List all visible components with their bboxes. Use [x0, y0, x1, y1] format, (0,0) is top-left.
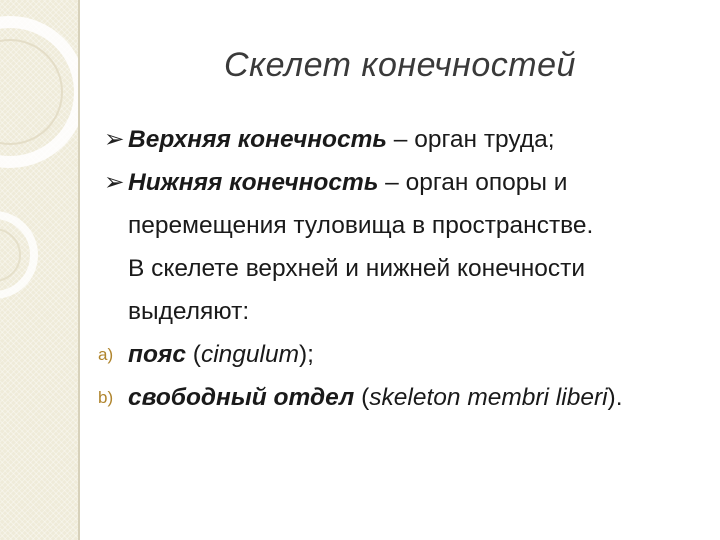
latin-term: cingulum — [200, 341, 300, 368]
decorative-circles-icon — [0, 0, 78, 540]
list-letter: b) — [98, 388, 114, 407]
decorative-side-band — [0, 0, 78, 540]
arrow-bullet-icon: ➢ — [104, 169, 125, 196]
bullet-text: – орган опоры и перемещения туловища в пространстве. — [128, 169, 594, 239]
list-paren-open: ( — [354, 384, 370, 411]
arrow-bullet-icon: ➢ — [104, 126, 125, 153]
list-paren-open: ( — [185, 341, 201, 368]
slide-title: Скелет конечностей — [224, 46, 576, 84]
latin-term: skeleton membri liberi — [369, 384, 608, 411]
bullet-item — [104, 161, 704, 247]
bullet-term: Верхняя конечность — [128, 126, 387, 153]
bullet-text: – орган труда; — [386, 126, 555, 153]
list-term: пояс — [128, 341, 186, 368]
list-letter: a) — [98, 345, 114, 364]
list-item — [98, 333, 704, 376]
list-item — [98, 376, 704, 419]
bullet-term: Нижняя конечность — [128, 169, 379, 196]
bullet-item — [104, 118, 704, 161]
list-term: свободный отдел — [128, 384, 355, 411]
slide-content — [98, 118, 704, 419]
list-paren-close: ). — [607, 384, 623, 411]
list-paren-close: ); — [299, 341, 314, 368]
paragraph: В скелете верхней и нижней конечности выделяют: — [128, 255, 586, 325]
